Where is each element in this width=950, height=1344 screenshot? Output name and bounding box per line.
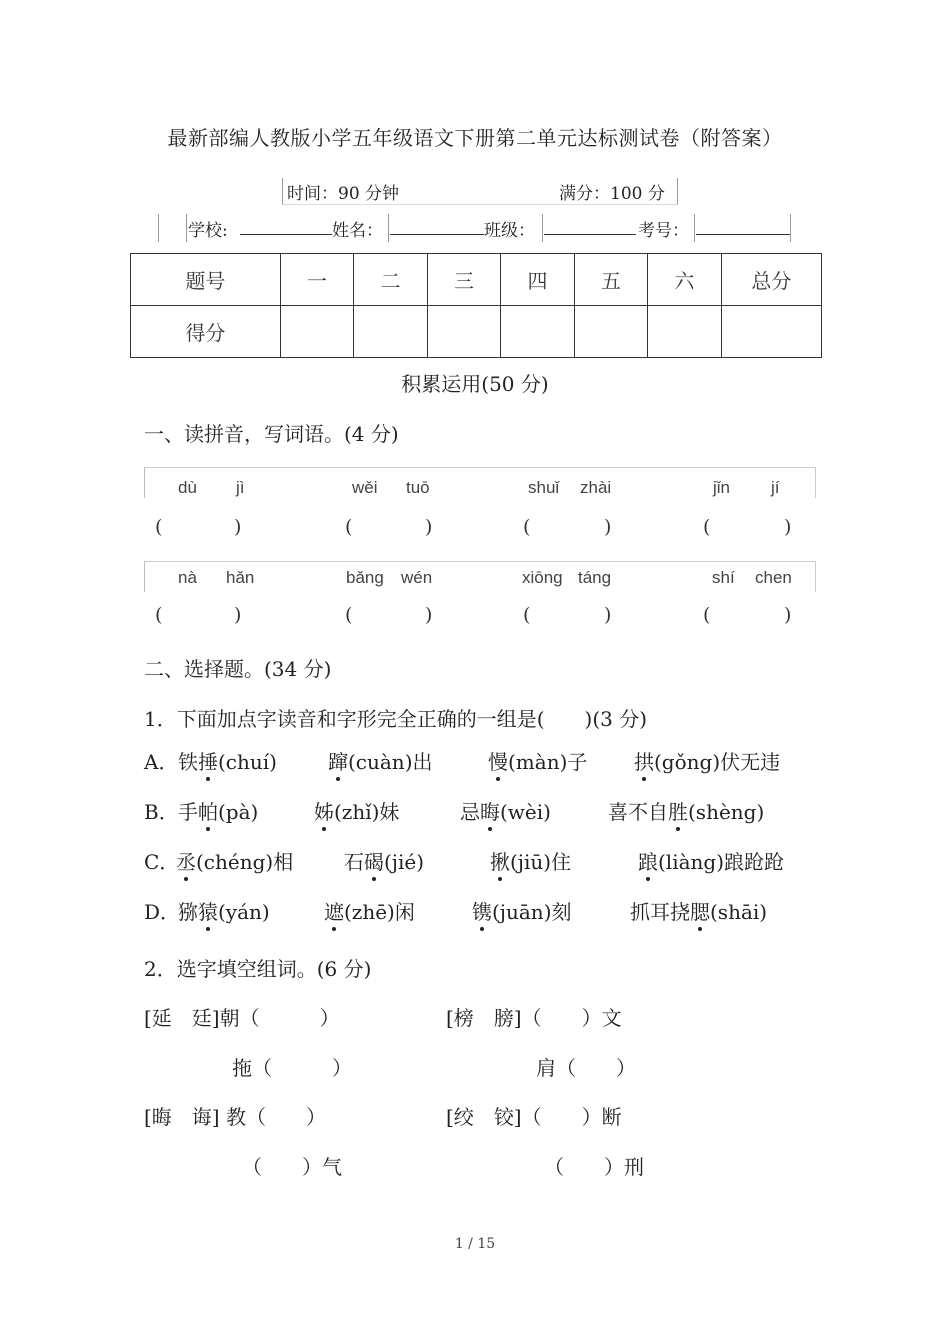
- score-table: [130, 253, 822, 358]
- page-number: 1 / 15: [454, 1236, 496, 1252]
- info-divider: [694, 214, 695, 242]
- option-label: D．: [144, 900, 181, 924]
- option-label: A．: [144, 750, 179, 774]
- pinyin-syllable: chen: [755, 568, 792, 587]
- score-table-header-cell: 六: [648, 254, 721, 306]
- answer-paren-open: (: [345, 516, 353, 538]
- fill-item[interactable]: [绞 铰]（ ）断: [446, 1105, 622, 1129]
- score-cell[interactable]: [648, 306, 721, 358]
- pinyin-syllable: dù: [178, 478, 197, 497]
- pinyin-syllable: xiōng: [522, 568, 563, 587]
- pinyin-syllable: nà: [178, 568, 197, 587]
- score-table-score-row: [131, 306, 822, 358]
- answer-paren-close: ): [234, 516, 242, 538]
- question-2-2-text: 2．选字填空组词。(6 分): [144, 957, 372, 981]
- dotted-char: 帕: [198, 796, 218, 825]
- student-info-bar: [158, 212, 792, 240]
- score-cell[interactable]: [427, 306, 500, 358]
- dotted-char: 慢: [488, 746, 508, 775]
- pinyin-syllable: jì: [236, 478, 245, 497]
- dotted-char: 揪: [490, 846, 510, 875]
- score-table-header-cell: 一: [280, 254, 353, 306]
- answer-paren-open: (: [523, 604, 531, 626]
- pinyin-syllable: jí: [771, 478, 780, 497]
- dotted-char: 拱: [634, 746, 654, 775]
- score-cell[interactable]: [574, 306, 647, 358]
- dotted-char: 姊: [314, 796, 334, 825]
- pinyin-syllable: zhài: [580, 478, 612, 497]
- pinyin-syllable: bǎng: [346, 568, 384, 587]
- answer-paren-close: ): [425, 516, 433, 538]
- score-table-header-cell: 五: [574, 254, 647, 306]
- school-blank[interactable]: [240, 234, 332, 235]
- option-label: B．: [144, 800, 179, 824]
- class-label: 班级：: [484, 221, 535, 241]
- option-b-item: 姊(zhǐ)妹: [314, 796, 399, 825]
- dotted-char: 镌: [472, 896, 492, 925]
- option-a[interactable]: [144, 746, 178, 775]
- exam-full-score: 满分：100 分: [559, 184, 665, 204]
- answer-paren-open: (: [155, 516, 163, 538]
- score-table-header-cell: 题号: [131, 254, 281, 306]
- option-a-item: 蹿(cuàn)出: [328, 746, 433, 775]
- fill-item[interactable]: [晦 诲] 教（ ）: [144, 1105, 326, 1129]
- score-cell[interactable]: [721, 306, 821, 358]
- info-divider: [186, 214, 187, 242]
- option-b-item: 忌晦(wèi): [460, 796, 551, 825]
- pinyin-syllable: hǎn: [226, 568, 255, 587]
- pinyin-syllable: jǐn: [713, 478, 731, 497]
- option-label: C．: [144, 850, 180, 874]
- exam-time: 时间：90 分钟: [287, 184, 400, 204]
- option-d-item: 猕猿(yán): [178, 896, 270, 925]
- score-table-header-cell: 三: [427, 254, 500, 306]
- fill-item[interactable]: （ ）气: [242, 1155, 342, 1179]
- answer-paren-close: ): [425, 604, 433, 626]
- score-row-label: 得分: [131, 306, 281, 358]
- info-divider: [388, 214, 389, 242]
- dotted-char: 碣: [364, 846, 384, 875]
- answer-paren-open: (: [703, 516, 711, 538]
- name-blank[interactable]: [390, 234, 484, 235]
- pinyin-syllable: wěi: [352, 478, 378, 497]
- answer-paren-close: ): [234, 604, 242, 626]
- pinyin-syllable: shí: [712, 568, 735, 587]
- dotted-char: 胜: [668, 796, 688, 825]
- option-b-item: 手帕(pà): [178, 796, 258, 825]
- pinyin-syllable: wén: [401, 568, 433, 587]
- pinyin-syllable: táng: [578, 568, 612, 587]
- exam-no-blank[interactable]: [696, 234, 790, 235]
- option-c-item: 石碣(jié): [344, 846, 424, 875]
- pinyin-syllable: tuō: [406, 478, 430, 497]
- score-cell[interactable]: [354, 306, 427, 358]
- dotted-char: 捶: [198, 746, 218, 775]
- class-blank[interactable]: [544, 234, 636, 235]
- score-table-header-cell: 二: [354, 254, 427, 306]
- fill-item[interactable]: [延 廷]朝（ ）: [144, 1006, 340, 1030]
- option-d-item: 抓耳挠腮(shāi): [630, 896, 767, 925]
- option-a-item: 铁捶(chuí): [178, 746, 277, 775]
- name-label: 姓名：: [332, 221, 383, 241]
- section-heading: 积累运用(50 分): [401, 372, 549, 396]
- dotted-char: 猿: [198, 896, 218, 925]
- info-divider: [790, 214, 791, 242]
- option-c-item: 揪(jiū)住: [490, 846, 571, 875]
- dotted-char: 蹿: [328, 746, 348, 775]
- dotted-char: 遮: [324, 896, 344, 925]
- answer-paren-close: ): [604, 516, 612, 538]
- info-divider: [542, 214, 543, 242]
- answer-paren-open: (: [345, 604, 353, 626]
- fill-item[interactable]: （ ）刑: [544, 1155, 644, 1179]
- score-cell[interactable]: [501, 306, 574, 358]
- fill-item[interactable]: 拖（ ）: [232, 1056, 352, 1080]
- answer-paren-close: ): [604, 604, 612, 626]
- question-2-heading: 二、选择题。(34 分): [144, 657, 332, 681]
- fill-item[interactable]: [榜 膀]（ ）文: [446, 1006, 622, 1030]
- pinyin-syllable: shuǐ: [528, 478, 560, 497]
- dotted-char: 踉: [638, 846, 658, 875]
- option-c-item: 踉(liàng)踉跄跄: [638, 846, 784, 875]
- option-c-item: 丞(chéng)相: [176, 846, 293, 875]
- answer-paren-open: (: [523, 516, 531, 538]
- score-table-header-row: [131, 254, 822, 306]
- answer-paren-close: ): [784, 604, 792, 626]
- score-table-header-cell: 总分: [721, 254, 821, 306]
- option-d-item: 遮(zhē)闲: [324, 896, 415, 925]
- info-divider: [158, 214, 159, 242]
- option-a-item: 拱(gǒng)伏无违: [634, 746, 780, 775]
- score-cell[interactable]: [280, 306, 353, 358]
- option-b[interactable]: [144, 796, 179, 825]
- answer-paren-close: ): [784, 516, 792, 538]
- score-table-header-cell: 四: [501, 254, 574, 306]
- school-label: 学校:: [188, 221, 228, 241]
- dotted-char: 腮: [690, 896, 710, 925]
- option-d[interactable]: [144, 896, 180, 925]
- question-1-heading: 一、读拼音，写词语。(4 分): [144, 422, 399, 446]
- answer-paren-open: (: [703, 604, 711, 626]
- option-a-item: 慢(màn)子: [488, 746, 587, 775]
- option-c[interactable]: [144, 846, 179, 875]
- exam-no-label: 考号：: [638, 221, 689, 241]
- exam-info-bar: [282, 178, 678, 205]
- answer-paren-open: (: [155, 604, 163, 626]
- dotted-char: 丞: [176, 846, 196, 875]
- dotted-char: 晦: [480, 796, 500, 825]
- option-d-item: 镌(juān)刻: [472, 896, 572, 925]
- fill-item[interactable]: 肩（ ）: [536, 1056, 636, 1080]
- option-b-item: 喜不自胜(shèng): [608, 796, 764, 825]
- page-title: 最新部编人教版小学五年级语文下册第二单元达标测试卷（附答案）: [167, 126, 783, 150]
- question-2-1-text: 1．下面加点字读音和字形完全正确的一组是( )(3 分): [144, 707, 648, 731]
